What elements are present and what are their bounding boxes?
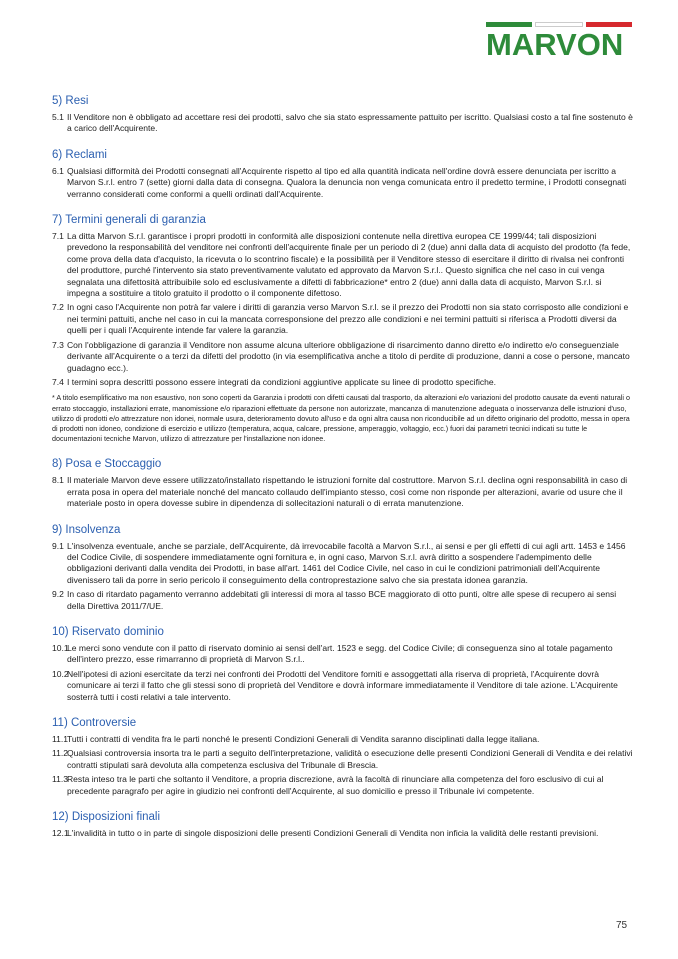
clause [52, 774, 634, 797]
brand-name: MARVON [486, 27, 624, 62]
clause-number: 11.3 [52, 774, 69, 785]
clause [52, 748, 634, 771]
clause-number: 11.1 [52, 734, 69, 745]
clause-number: 11.2 [52, 748, 69, 759]
section-title: 12) Disposizioni finali [52, 811, 161, 824]
clause-text: La ditta Marvon S.r.l. garantisce i propri prodotti in conformità alle disposizioni contenute nella direttiva europea CE 1999/44; tali disposizioni prevedono la responsabilità del venditore nei confronti dell'acquirente finale per un periodo di 2 (due) anni dalla data di acquisto del prodotto (fa fede, come prova della data d'acquisto, la ricevuta o lo scontrino fiscale) e la possibilità per il Venditore stesso di esercitare il diritto di rivalsa nei confronti del produttore, purché l'intervento sia stato preventivamente valutato ed approvato da Marvon S.r.l.. Questo significa che nel caso in cui venga segnalata una difettosità attribuibile solo ed esclusivamente a difetti di fabbricazione* entro 2 (due) anni dalla data di acquisto, Marvon S.r.l. si impegna a sostituire a titolo gratuito il prodotto o il componente difettoso. [67, 231, 631, 299]
clause-number: 9.2 [52, 589, 64, 600]
clause-text: Tutti i contratti di vendita fra le parti nonché le presenti Condizioni Generali di Vendita saranno disciplinati dalla legge italiana. [67, 734, 540, 745]
clause [52, 231, 634, 299]
clause-number: 7.2 [52, 302, 64, 313]
clause-text: Resta inteso tra le parti che soltanto il Venditore, a propria discrezione, avrà la facoltà di rinunciare alla competenza del foro esclusivo di cui al precedente paragrafo per agire in giudizio nei confronti dell'Acquirente, al suo domicilio e presso il Tribunale ivi competente. [67, 774, 604, 796]
section-title: 5) Resi [52, 95, 89, 107]
clause-text: Qualsiasi difformità dei Prodotti consegnati all'Acquirente rispetto al tipo ed alla quantità indicata nell'ordine dovrà essere denunciata per iscritto a Marvon S.r.l. entro 7 (sette) giorni dalla data di consegna. Qualora la denuncia non venga comunicata entro il predetto termine, i Prodotti consegnati verranno considerati come conformi a quelli ordinati dall'Acquirente. [67, 165, 627, 199]
clause [52, 377, 634, 388]
section-title: 7) Termini generali di garanzia [52, 214, 206, 227]
clause [52, 475, 634, 509]
section [52, 523, 634, 612]
section-title: 6) Reclami [52, 148, 107, 161]
clause [52, 340, 634, 374]
clause-text: L'insolvenza eventuale, anche se parziale, dell'Acquirente, dà irrevocabile facoltà a Marvon S.r.l., ai sensi e per gli effetti di cui agli artt. 1453 e 1456 del Codice Civile, di sospendere immediatamente ogni fornitura e, in ogni caso, Marvon S.r.l. avrà diritto a sospendere l'adempimento delle obbligazioni derivanti dalla vendita dei Prodotti, in base all'art. 1461 del Codice Civile, nel caso in cui le condizioni patrimoniali dell'Acquirente divenissero tali da porre in serio pericolo il conseguimento della controprestazione salvo che sia prestata idonea garanzia. [67, 540, 626, 585]
clause-number: 7.3 [52, 339, 64, 350]
clause [52, 828, 634, 839]
document-body [52, 94, 634, 852]
clause [52, 541, 634, 587]
section [52, 148, 634, 200]
clause [52, 669, 634, 703]
clause-text: In caso di ritardato pagamento verranno addebitati gli interessi di mora al tasso BCE maggiorato di otto punti, oltre alle spese di recupero ai sensi della Direttiva 2011/7/UE. [67, 589, 617, 611]
clause-text: Le merci sono vendute con il patto di riservato dominio ai sensi dell'art. 1523 e segg. del Codice Civile; di conseguenza sino al totale pagamento dell'intero prezzo, esse rimarranno di proprietà di Marvon S.r.l.. [67, 642, 613, 665]
section-title: 10) Riservato dominio [52, 625, 164, 638]
clause-number: 8.1 [52, 475, 64, 486]
section [52, 213, 634, 444]
clause-text: Nell'ipotesi di azioni esercitate da terzi nei confronti dei Prodotti del Venditore forniti e assoggettati alla riserva di proprietà, l'Acquirente dovrà comunicare ai terzi il fatto che gli stessi sono di proprietà del Venditore e dovrà informare immediatamente il Venditore di tale azione. L'Acquirente sosterrà tutti i costi relativi a tale intervento. [67, 668, 618, 702]
section [52, 810, 634, 839]
footnote: * A titolo esemplificativo ma non esaustivo, non sono coperti da Garanzia i prodotti con difetti causati dal trasporto, da alterazioni e/o variazioni del prodotto causate da eventi naturali o errato stoccaggio, installazioni errate, manomissione e/o riparazioni effettuate da persone non autorizzate, mancanza di manutenzione adeguata o inosservanza delle istruzioni d'uso, utilizzo di prodotti e/o attrezzature non idonei, normale usura, deterioramento dovuto all'uso e da ogni altra causa non riconducibile ad un difetto originario del prodotto, messa in opera di prodotti non idoneo, condizione di esercizio e utilizzo (temperatura, acqua, calcare, pressione, amperaggio, voltaggio, ecc.) fuori dai parametri tecnici indicati su tutte le documentazioni tecniche Marvon, utilizzo di attrezzature per l'installazione non idonee. [52, 394, 630, 444]
section [52, 457, 634, 509]
marvon-logo [486, 22, 632, 60]
section-title: 11) Controversie [52, 717, 137, 730]
clause-number: 10.1 [52, 642, 69, 653]
clause-number: 9.1 [52, 540, 64, 551]
clause-number: 5.1 [52, 112, 64, 122]
clause [52, 112, 634, 135]
clause-text: Il Venditore non è obbligato ad accettare resi dei prodotti, salvo che sia stato espressamente pattuito per iscritto. Qualsiasi costo a tal fine sostenuto è a carico dell'Acquirente. [67, 112, 633, 134]
page-number: 75 [616, 920, 628, 931]
section [52, 625, 634, 703]
section [52, 716, 634, 797]
clause-number: 10.2 [52, 668, 69, 679]
clause [52, 166, 634, 200]
clause-number: 7.4 [52, 376, 64, 387]
clause-text: L'invalidità in tutto o in parte di singole disposizioni delle presenti Condizioni Generali di Vendita non inficia la validità delle restanti previsioni. [67, 828, 599, 839]
clause [52, 589, 634, 612]
clause-number: 12.1 [52, 828, 69, 839]
clause-text: In ogni caso l'Acquirente non potrà far valere i diritti di garanzia verso Marvon S.r.l. se il prezzo dei Prodotti non sia stato corrisposto alle condizioni e nei termini pattuiti, anche nel caso in cui la mancata corresponsione del prezzo alle condizioni e nei termini pattuiti si riferisca a Prodotti diversi da quelli per i quali l'Acquirente intende far valere la garanzia. [67, 302, 629, 336]
section [52, 94, 634, 135]
clause [52, 302, 634, 336]
clause-text: Con l'obbligazione di garanzia il Venditore non assume alcuna ulteriore obbligazione di risarcimento danno diretto e/o indiretto e/o conseguenziale derivante all'Acquirente o a terzi da difetti del prodotto (in via esemplificativa anche a titolo di perdite di produzione, danni a cose o persone, mancato guadagno ecc.). [67, 339, 630, 373]
clause-number: 7.1 [52, 231, 64, 242]
clause-number: 6.1 [52, 165, 64, 176]
clause-text: Il materiale Marvon deve essere utilizzato/installato rispettando le istruzioni fornite dal costruttore. Marvon S.r.l. declina ogni responsabilità in caso di errata posa in opera del materiale nonché del mancato collaudo dell'impianto stesso, così come non risponde per alterazioni, avarie od usure che il materiale posto in opera dovesse subire in dipendenza di sollecitazioni naturali o di errata manutenzione. [67, 475, 628, 509]
clause [52, 643, 634, 666]
section-title: 9) Insolvenza [52, 523, 121, 536]
clause-text: Qualsiasi controversia insorta tra le parti a seguito dell'interpretazione, validità o esecuzione delle presenti Condizioni Generali di Vendita e dei relativi contratti stipulati sarà devoluta alla competenza esclusiva del Tribunale di Brescia. [67, 748, 633, 770]
clause [52, 734, 634, 745]
section-title: 8) Posa e Stoccaggio [52, 458, 162, 471]
clause-text: I termini sopra descritti possono essere integrati da condizioni aggiuntive applicate su linee di prodotto specifiche. [67, 376, 497, 387]
